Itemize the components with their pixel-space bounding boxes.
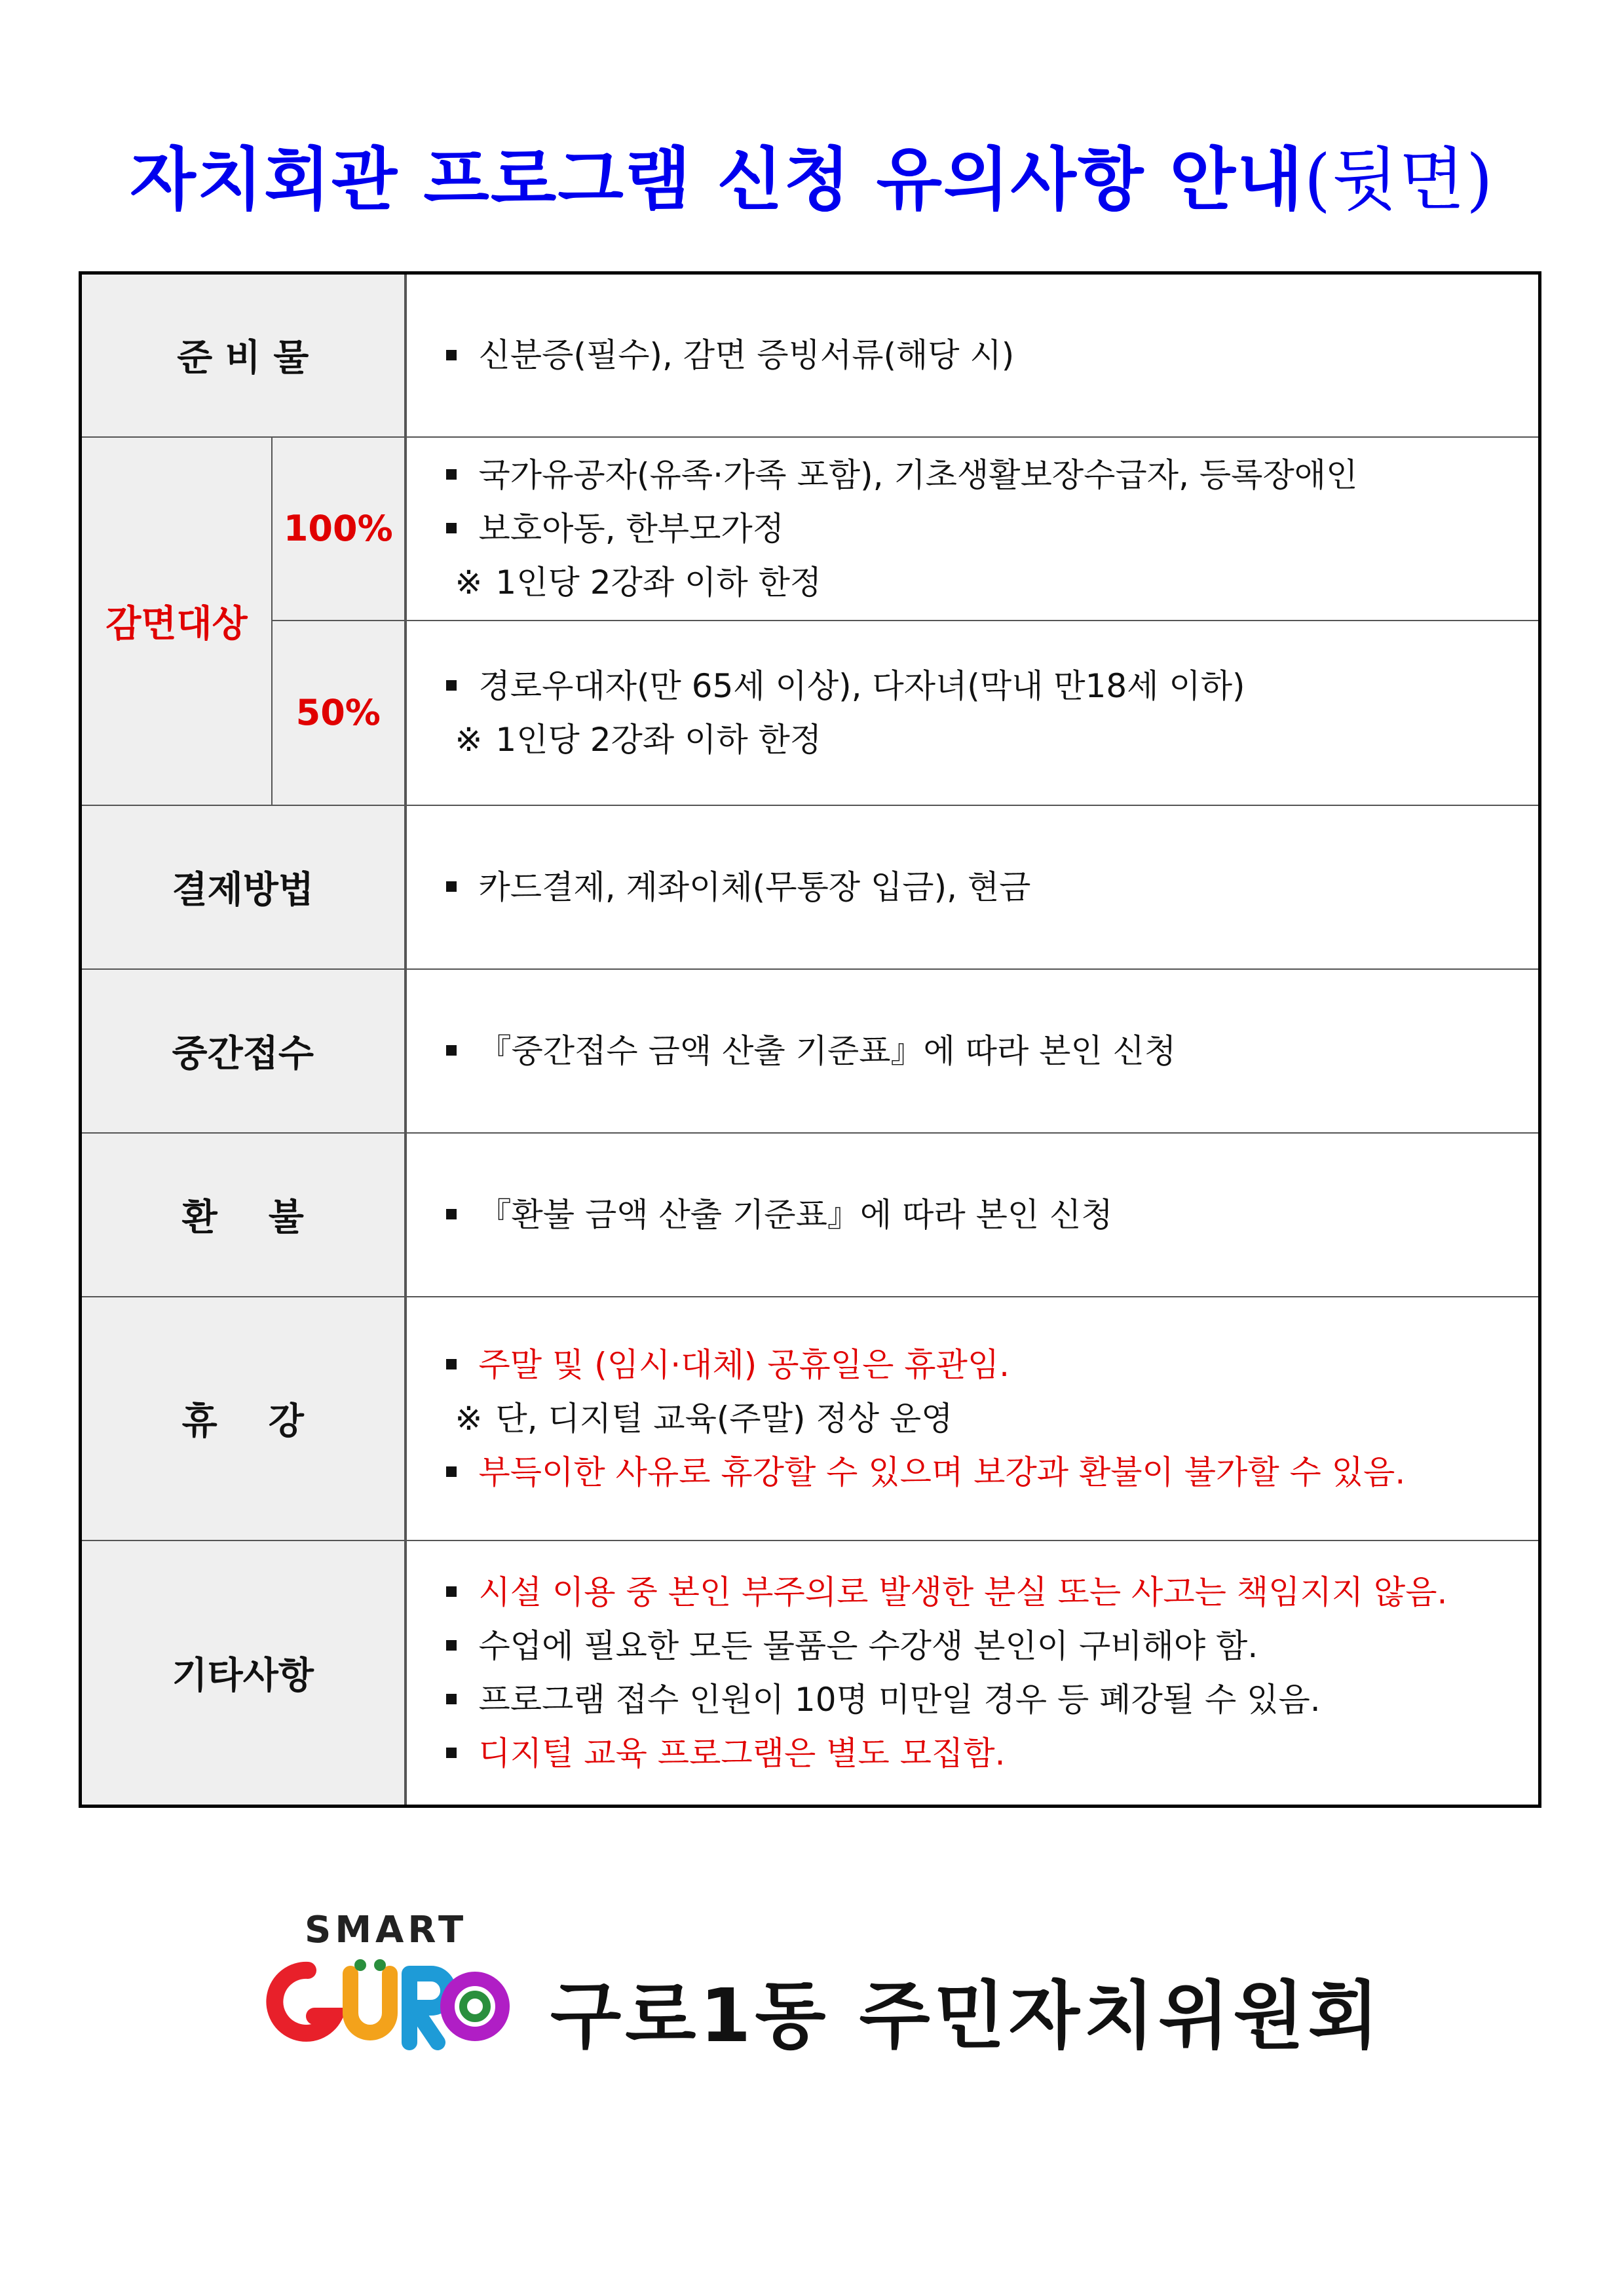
bullet-icon — [446, 1209, 457, 1219]
header-discount: 감면대상 — [81, 437, 273, 805]
header-midway: 중간접수 — [81, 969, 405, 1133]
bullet-icon — [446, 1640, 457, 1651]
row-supplies — [81, 273, 1540, 437]
row-refund — [81, 1133, 1540, 1297]
list-item: 신분증(필수), 감면 증빙서류(해당 시) — [446, 328, 1539, 382]
bullet-icon — [446, 1694, 457, 1704]
content-midway — [406, 969, 1540, 1133]
row-etc — [81, 1540, 1540, 1807]
discount-50-label: 50% — [272, 621, 404, 805]
list-item: 국가유공자(유족·가족 포함), 기초생활보장수급자, 등록장애인 — [446, 448, 1539, 502]
bullet-icon — [446, 1586, 457, 1597]
page-title — [0, 124, 1624, 223]
list-item: 시설 이용 중 본인 부주의로 발생한 분실 또는 사고는 책임지지 않음. — [446, 1565, 1539, 1619]
note-item: ※ 1인당 2강좌 이하 한정 — [446, 713, 1539, 767]
content-etc — [406, 1540, 1540, 1807]
content-discount-50 — [406, 621, 1540, 805]
discount-100-label: 100% — [272, 437, 404, 621]
reference-mark-icon: ※ — [455, 563, 483, 602]
bullet-icon — [446, 1748, 457, 1758]
header-supplies: 준 비 물 — [81, 273, 405, 437]
header-refund: 환 불 — [81, 1133, 405, 1297]
header-closure: 휴 강 — [81, 1297, 405, 1540]
list-item: 경로우대자(만 65세 이상), 다자녀(막내 만18세 이하) — [446, 659, 1539, 713]
row-payment — [81, 805, 1540, 969]
title-main: 자치회관 프로그램 신청 유의사항 안내 — [130, 140, 1304, 220]
logo-smart-text: SMART — [305, 1909, 468, 1951]
footer — [262, 1904, 1441, 2061]
header-payment: 결제방법 — [81, 805, 405, 969]
guro-logo-icon — [262, 1951, 511, 2056]
notice-table — [79, 271, 1541, 1808]
row-discount-50 — [81, 621, 1540, 805]
reference-mark-icon: ※ — [455, 720, 483, 759]
smart-guro-logo — [262, 1904, 511, 2061]
list-item: 주말 및 (임시·대체) 공휴일은 휴관임. — [446, 1338, 1539, 1392]
content-payment — [406, 805, 1540, 969]
list-item: 디지털 교육 프로그램은 별도 모집함. — [446, 1727, 1539, 1780]
bullet-icon — [446, 881, 457, 892]
bullet-icon — [446, 680, 457, 691]
reference-mark-icon: ※ — [455, 1399, 483, 1438]
content-discount-100 — [406, 437, 1540, 621]
row-discount-100 — [81, 437, 1540, 621]
row-midway — [81, 969, 1540, 1133]
note-item: ※ 1인당 2강좌 이하 한정 — [446, 556, 1539, 609]
title-suffix: (뒷면) — [1304, 140, 1494, 220]
list-item: 『중간접수 금액 산출 기준표』에 따라 본인 신청 — [446, 1024, 1539, 1078]
bullet-icon — [446, 350, 457, 360]
list-item: 『환불 금액 산출 기준표』에 따라 본인 신청 — [446, 1188, 1539, 1242]
content-supplies — [406, 273, 1540, 437]
list-item: 프로그램 접수 인원이 10명 미만일 경우 등 폐강될 수 있음. — [446, 1673, 1539, 1727]
bullet-icon — [446, 1466, 457, 1477]
content-refund — [406, 1133, 1540, 1297]
bullet-icon — [446, 523, 457, 533]
row-closure — [81, 1297, 1540, 1540]
list-item: 카드결제, 계좌이체(무통장 입금), 현금 — [446, 860, 1539, 914]
header-etc: 기타사항 — [81, 1540, 405, 1807]
organization-name: 구로1동 주민자치위원회 — [550, 1974, 1383, 2059]
list-item: 부득이한 사유로 휴강할 수 있으며 보강과 환불이 불가할 수 있음. — [446, 1445, 1539, 1499]
bullet-icon — [446, 1359, 457, 1369]
bullet-icon — [446, 469, 457, 480]
content-closure — [406, 1297, 1540, 1540]
bullet-icon — [446, 1045, 457, 1056]
list-item: 수업에 필요한 모든 물품은 수강생 본인이 구비해야 함. — [446, 1619, 1539, 1673]
note-item: ※ 단, 디지털 교육(주말) 정상 운영 — [446, 1392, 1539, 1445]
list-item: 보호아동, 한부모가정 — [446, 502, 1539, 556]
